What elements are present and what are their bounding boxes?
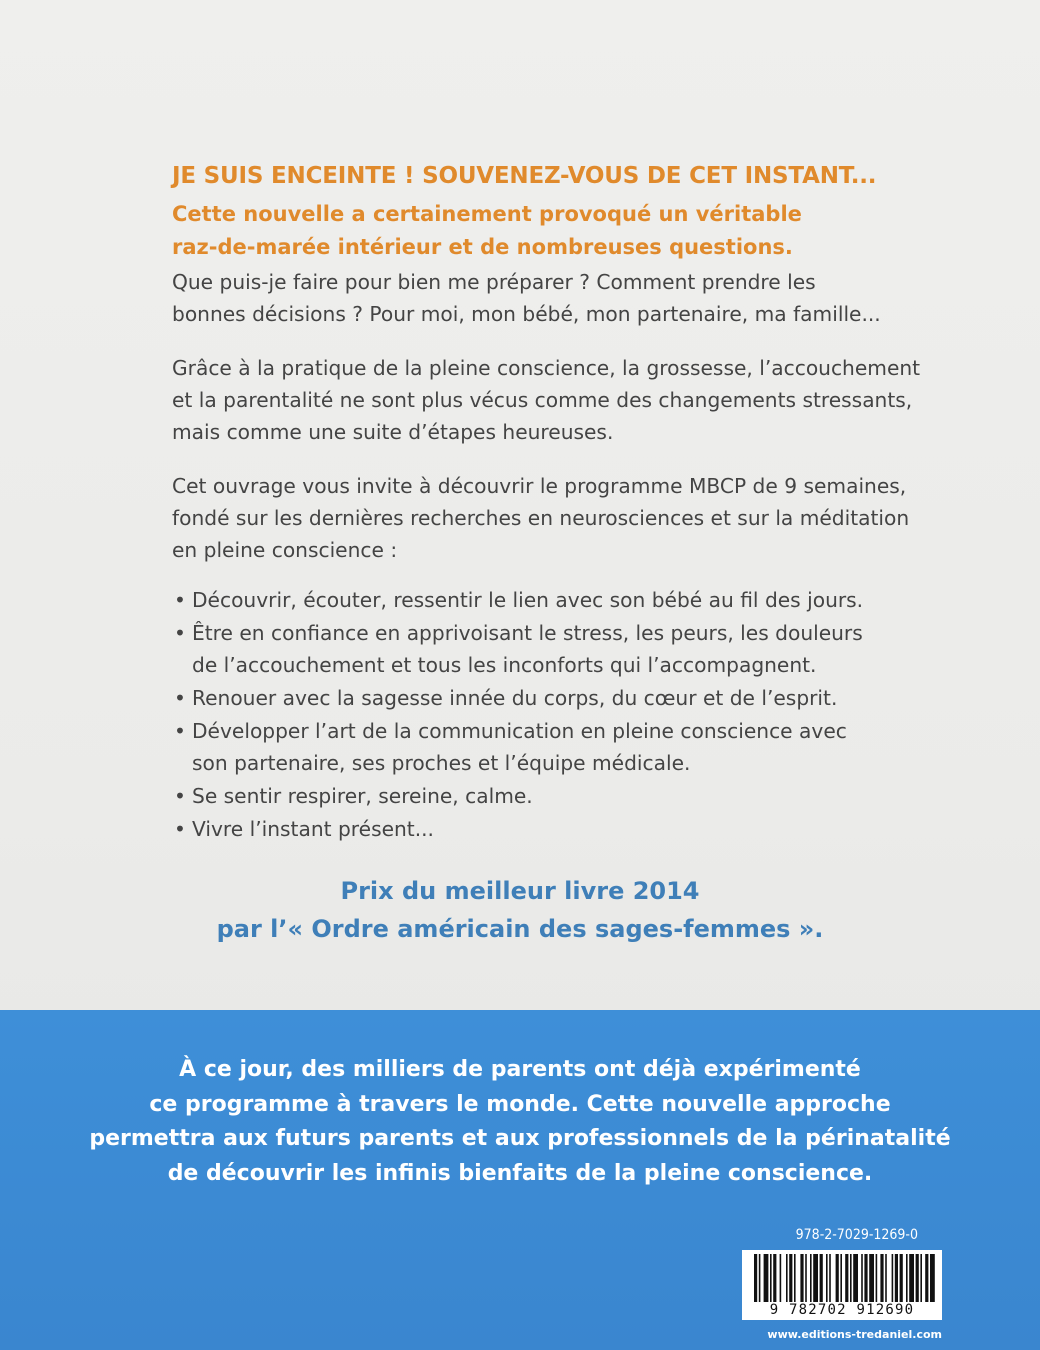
barcode-bar bbox=[805, 1254, 807, 1302]
award-text bbox=[0, 872, 1040, 948]
list-item-line: • Vivre l’instant présent... bbox=[192, 817, 434, 841]
list-item-line: son partenaire, ses proches et l’équipe médicale. bbox=[192, 751, 691, 775]
barcode-bar bbox=[820, 1254, 823, 1302]
barcode-bar bbox=[930, 1254, 935, 1302]
barcode-bar bbox=[810, 1254, 812, 1302]
barcode-bar bbox=[900, 1254, 903, 1302]
barcode-bar bbox=[829, 1254, 831, 1302]
barcode-bar bbox=[885, 1254, 887, 1302]
list-item bbox=[172, 813, 872, 845]
barcode-bar bbox=[754, 1254, 757, 1302]
barcode-bar bbox=[813, 1254, 818, 1302]
barcode-bar bbox=[786, 1254, 788, 1302]
list-item bbox=[172, 617, 872, 681]
barcode-bar bbox=[906, 1254, 908, 1302]
paragraph-line: mais comme une suite d’étapes heureuses. bbox=[172, 420, 614, 444]
lead-line: raz-de-marée intérieur et de nombreuses questions. bbox=[172, 235, 793, 259]
barcode-bar bbox=[794, 1254, 796, 1302]
barcode-bar bbox=[800, 1254, 803, 1302]
list-item-line: • Renouer avec la sagesse innée du corps, du cœur et de l’esprit. bbox=[192, 686, 838, 710]
barcode-bar bbox=[780, 1254, 782, 1302]
list-item bbox=[172, 682, 872, 714]
band-line: permettra aux futurs parents et aux professionnels de la périnatalité bbox=[89, 1126, 951, 1151]
barcode-bar bbox=[895, 1254, 898, 1302]
barcode-bar bbox=[880, 1254, 883, 1302]
list-item bbox=[172, 584, 872, 616]
barcode-bar bbox=[845, 1254, 848, 1302]
paragraph-line: Que puis-je faire pour bien me préparer ? Comment prendre les bbox=[172, 270, 816, 294]
award-line: Prix du meilleur livre 2014 bbox=[340, 877, 700, 905]
barcode-bar bbox=[861, 1254, 863, 1302]
paragraph-program bbox=[172, 470, 910, 566]
list-item bbox=[172, 780, 872, 812]
benefits-list bbox=[172, 584, 872, 845]
barcode-bar bbox=[789, 1254, 792, 1302]
list-item bbox=[172, 715, 872, 779]
band-line: de découvrir les infinis bienfaits de la pleine conscience. bbox=[167, 1160, 873, 1186]
blue-band bbox=[0, 1010, 1040, 1350]
barcode-bar bbox=[876, 1254, 878, 1302]
barcode-bar bbox=[916, 1254, 919, 1302]
paragraph-line: en pleine conscience : bbox=[172, 538, 398, 562]
list-item-line: • Être en confiance en apprivoisant le stress, les peurs, les douleurs bbox=[192, 621, 863, 645]
barcode-bar bbox=[850, 1254, 852, 1302]
barcode-bar bbox=[909, 1254, 914, 1302]
barcode-bar bbox=[770, 1254, 772, 1302]
list-item-line: • Se sentir respirer, sereine, calme. bbox=[192, 784, 533, 808]
lead-text bbox=[172, 198, 872, 264]
barcode-bar bbox=[836, 1254, 839, 1302]
isbn-number: 978-2-7029-1269-0 bbox=[795, 1227, 918, 1243]
barcode bbox=[742, 1250, 942, 1320]
publisher-website: www.editions-tredaniel.com bbox=[767, 1328, 942, 1341]
list-item-line: de l’accouchement et tous les inconforts qui l’accompagnent. bbox=[192, 653, 817, 677]
barcode-bar bbox=[773, 1254, 776, 1302]
paragraph-line: Grâce à la pratique de la pleine conscience, la grossesse, l’accouchement bbox=[172, 356, 921, 380]
barcode-bar bbox=[826, 1254, 828, 1302]
barcode-bar bbox=[759, 1254, 761, 1302]
paragraph-questions bbox=[172, 266, 881, 330]
paragraph-line: et la parentalité ne sont plus vécus comme des changements stressants, bbox=[172, 388, 913, 412]
barcode-bar bbox=[925, 1254, 928, 1302]
barcode-bar bbox=[764, 1254, 769, 1302]
lead-line: Cette nouvelle a certainement provoqué un véritable bbox=[172, 202, 802, 226]
barcode-digits: 9 782702 912690 bbox=[746, 1302, 938, 1318]
headline: JE SUIS ENCEINTE ! SOUVENEZ-VOUS DE CET INSTANT... bbox=[172, 163, 877, 189]
paragraph-mindfulness bbox=[172, 352, 921, 448]
barcode-bar bbox=[869, 1254, 874, 1302]
award-line: par l’« Ordre américain des sages-femmes ». bbox=[216, 915, 824, 943]
band-text bbox=[0, 1053, 1040, 1191]
barcode-bar bbox=[892, 1254, 894, 1302]
list-item-line: • Découvrir, écouter, ressentir le lien avec son bébé au fil des jours. bbox=[192, 588, 864, 612]
band-line: À ce jour, des milliers de parents ont déjà expérimenté bbox=[179, 1057, 861, 1082]
upper-text-block bbox=[172, 160, 921, 846]
paragraph-line: fondé sur les dernières recherches en neurosciences et sur la méditation bbox=[172, 506, 910, 530]
paragraph-line: bonnes décisions ? Pour moi, mon bébé, mon partenaire, ma famille... bbox=[172, 302, 881, 326]
barcode-bar bbox=[840, 1254, 842, 1302]
barcode-bar bbox=[864, 1254, 867, 1302]
barcode-bar bbox=[920, 1254, 922, 1302]
paragraph-line: Cet ouvrage vous invite à découvrir le programme MBCP de 9 semaines, bbox=[172, 474, 907, 498]
list-item-line: • Développer l’art de la communication en pleine conscience avec bbox=[192, 719, 847, 743]
band-line: ce programme à travers le monde. Cette nouvelle approche bbox=[149, 1091, 891, 1117]
barcode-bar bbox=[853, 1254, 858, 1302]
